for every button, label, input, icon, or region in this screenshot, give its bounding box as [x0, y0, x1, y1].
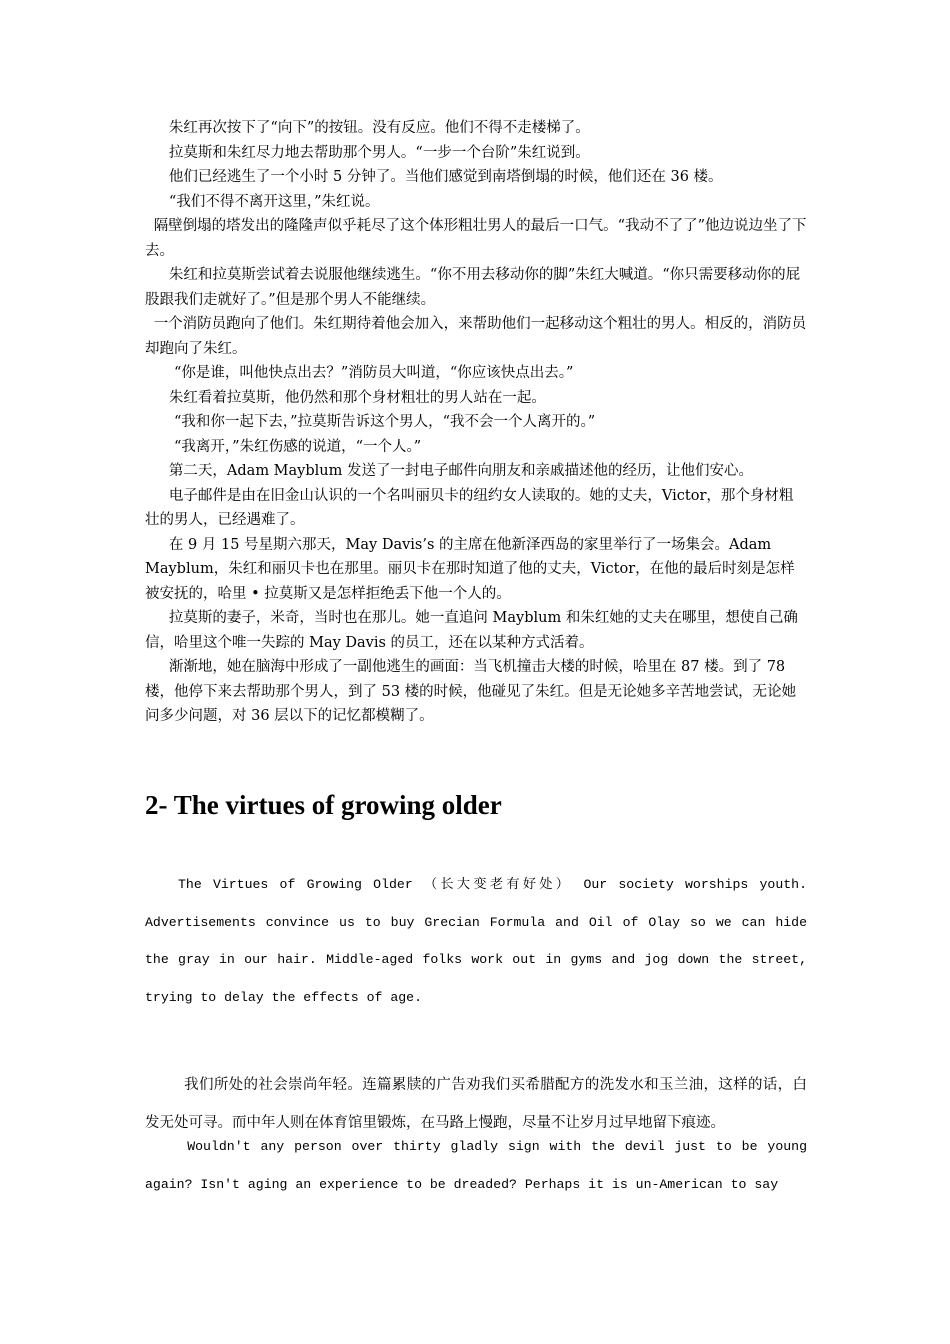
- story-paragraph: 电子邮件是由在旧金山认识的一个名叫丽贝卡的纽约女人读取的。她的丈夫，Victor，那个身材粗壮的男人，已经遇难了。: [145, 487, 794, 528]
- english-text-block-1: [145, 866, 807, 1016]
- english-paragraph: Wouldn't any person over thirty gladly sign with the devil just to be young again? Isn't aging an experience to be dreaded? Perhaps it is un-American to say: [145, 1139, 807, 1192]
- english-paragraph: The Virtues of Growing Older （长大变老有好处） Our society worships youth. Advertisements convince us to buy Grecian Formula and Oil of Olay so we can hide the gray in our hair. Middle-aged folks work out in gyms and jog down the street, trying to delay the effects of age.: [145, 877, 807, 1005]
- story-paragraph: “你是谁，叫他快点出去？”消防员大叫道，“你应该快点出去。”: [174, 365, 574, 381]
- story-paragraph: “我离开，”朱红伤感的说道，“一个人。”: [174, 438, 422, 455]
- story-paragraph: 渐渐地，她在脑海中形成了一副他逃生的画面：当飞机撞击大楼的时候，哈里在 87 楼。到了 78 楼，他停下来去帮助那个男人，到了 53 楼的时候，他碰见了朱红。但是无论她多辛苦地尝试，无论她问多少问题，对 36 层以下的记忆都模糊了。: [145, 659, 797, 724]
- english-text-block-2: [145, 1128, 807, 1203]
- story-paragraph: 他们已经逃生了一个小时 5 分钟了。当他们感觉到南塔倒塌的时候，他们还在 36 楼。: [168, 169, 723, 185]
- story-paragraph: 第二天，Adam Mayblum 发送了一封电子邮件向朋友和亲戚描述他的经历，让他们安心。: [168, 463, 753, 479]
- story-paragraph: “我和你一起下去，”拉莫斯告诉这个男人，“我不会一个人离开的。”: [174, 414, 596, 430]
- story-paragraph: 拉莫斯的妻子，米奇，当时也在那儿。她一直追问 Mayblum 和朱红她的丈夫在哪里，想使自己确信，哈里这个唯一失踪的 May Davis 的员工，还在以某种方式活着。: [145, 610, 798, 651]
- story-paragraph: “我们不得不离开这里，”朱红说。: [168, 193, 380, 210]
- section-heading: 2- The virtues of growing older: [145, 790, 502, 820]
- story-paragraph: 朱红再次按下了“向下”的按钮。没有反应。他们不得不走楼梯了。: [168, 120, 590, 136]
- story-paragraph: 隔壁倒塌的塔发出的隆隆声似乎耗尽了这个体形粗壮男人的最后一口气。“我动不了了”他边说边坐了下去。: [145, 218, 807, 259]
- story-paragraph: 一个消防员跑向了他们。朱红期待着他会加入，来帮助他们一起移动这个粗壮的男人。相反的，消防员却跑向了朱红。: [145, 316, 807, 357]
- story-paragraph: 拉莫斯和朱红尽力地去帮助那个男人。“一步一个台阶”朱红说到。: [168, 144, 590, 161]
- chinese-paragraph: 我们所处的社会崇尚年轻。连篇累牍的广告劝我们买希腊配方的洗发水和玉兰油，这样的话，白发无处可寻。而中年人则在体育馆里锻炼，在马路上慢跑，尽量不让岁月过早地留下痕迹。: [145, 1077, 807, 1131]
- story-paragraph: 朱红看着拉莫斯，他仍然和那个身材粗壮的男人站在一起。: [168, 389, 546, 406]
- story-text: [145, 116, 807, 729]
- story-paragraph: 朱红和拉莫斯尝试着去说服他继续逃生。“你不用去移动你的脚”朱红大喊道。“你只需要移动你的屁股跟我们走就好了。”但是那个男人不能继续。: [145, 267, 801, 308]
- story-paragraph: 在 9 月 15 号星期六那天，May Davis’s 的主席在他新泽西岛的家里举行了一场集会。Adam Mayblum，朱红和丽贝卡也在那里。丽贝卡在那时知道了他的丈夫，Victor，在他的最后时刻是怎样被安抚的，哈里 • 拉莫斯又是怎样拒绝丢下他一个人的。: [145, 536, 795, 602]
